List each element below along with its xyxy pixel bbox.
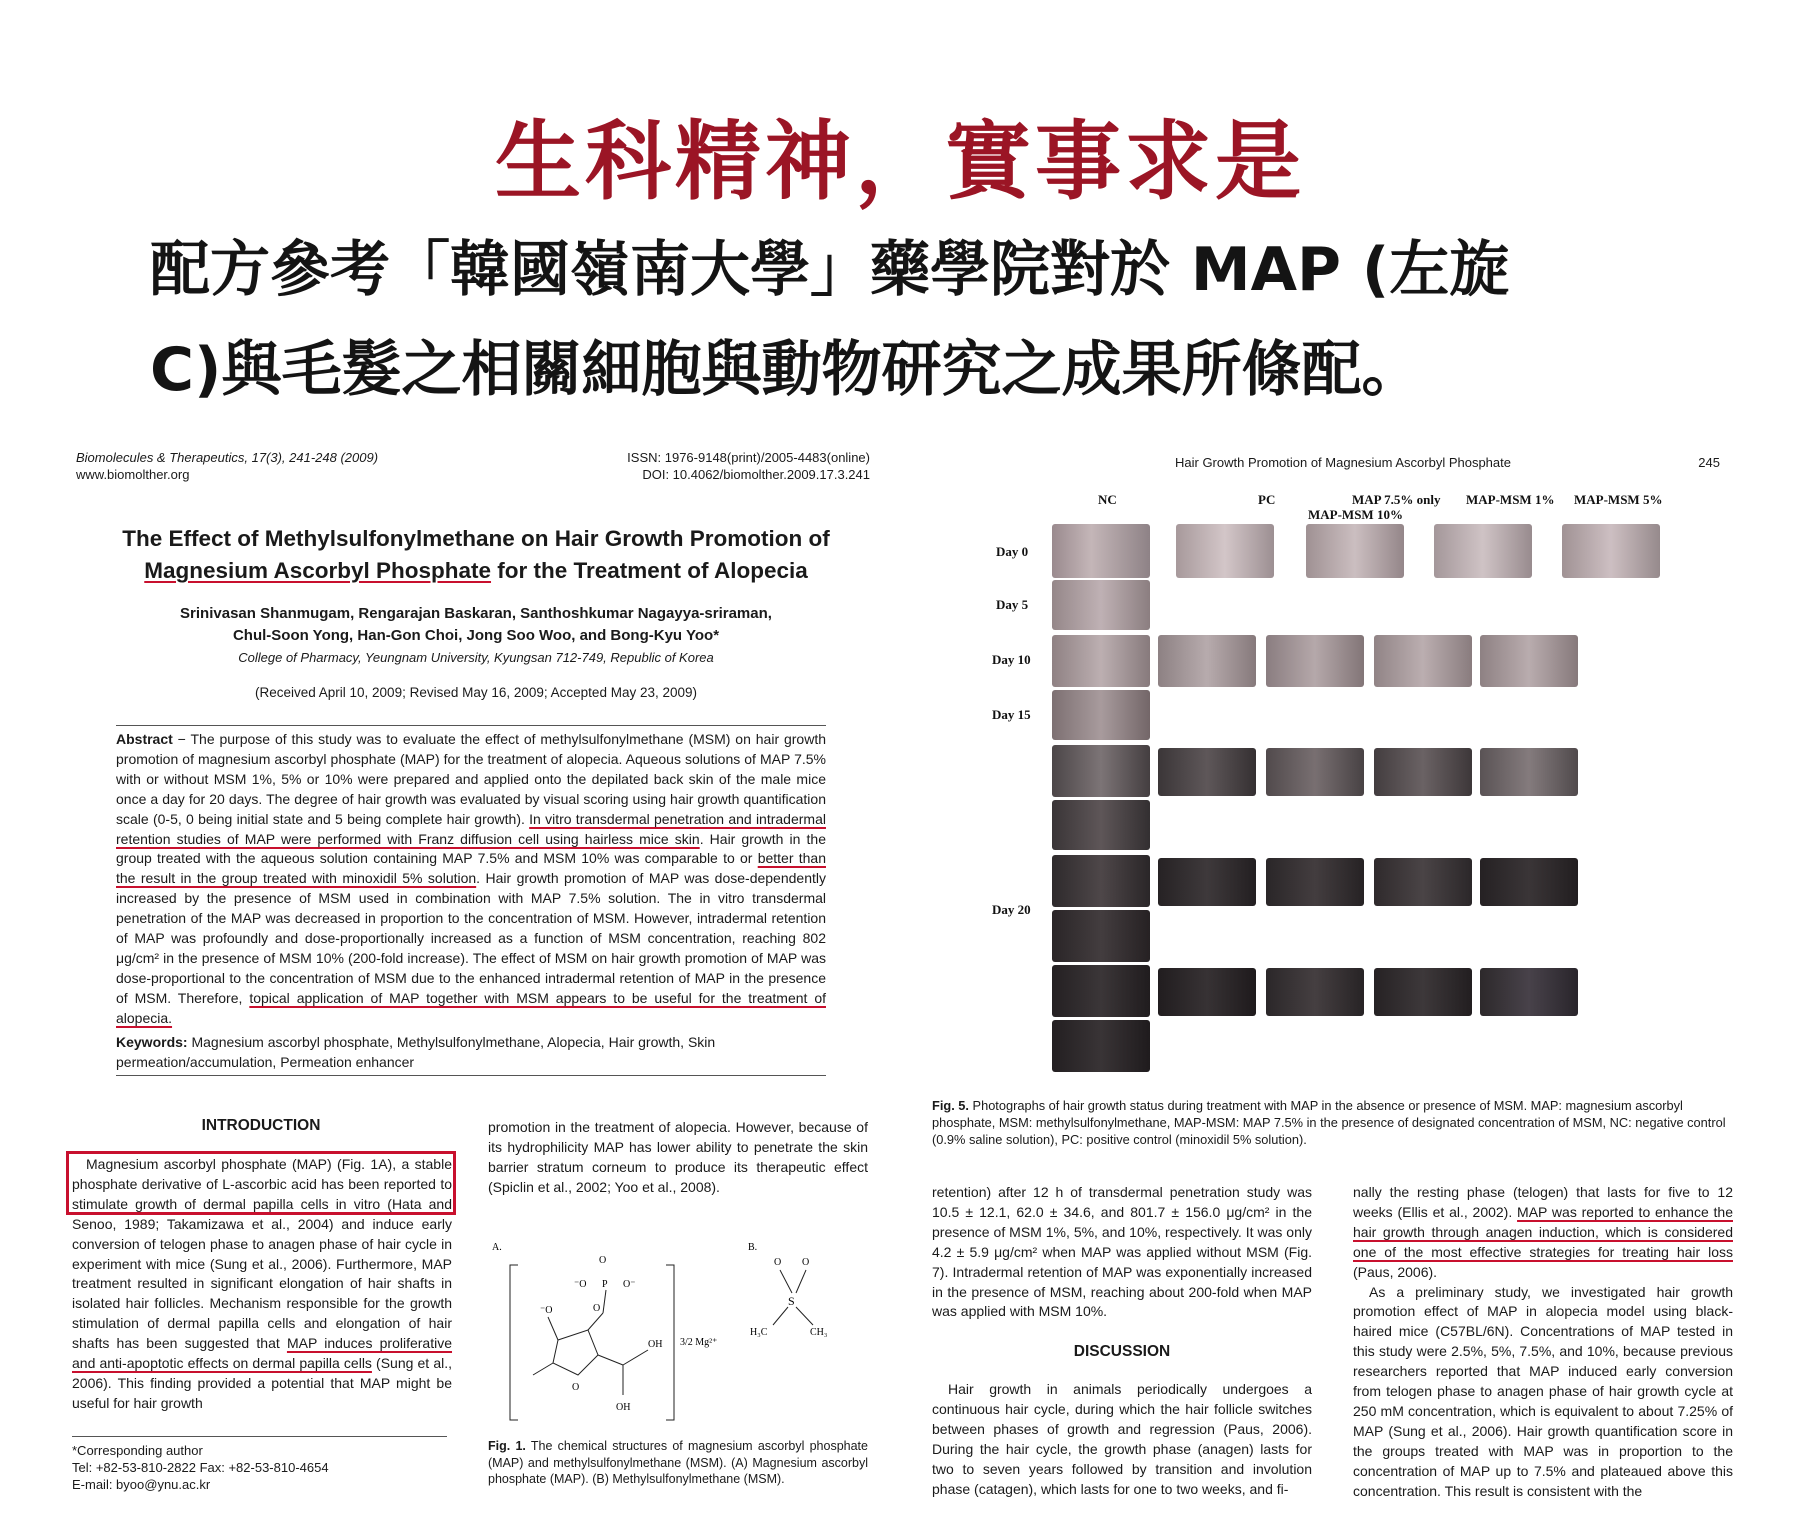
- col4-part-2: (Paus, 2006).: [1353, 1263, 1438, 1280]
- abstract-underline-1: In vitro transdermal penetration and intradermal retention studies of MAP were performed with Franz diffusion cell using hairless mice skin: [116, 810, 826, 847]
- abstract-top-rule: [116, 725, 826, 726]
- fig5-photo: [1374, 635, 1472, 687]
- fig1-ring: [553, 1330, 598, 1375]
- banner-headline: 生科精神，實事求是: [495, 112, 1305, 212]
- abstract-underline-2: better than the result in the group treated with minoxidil 5% solution: [116, 850, 826, 887]
- fig1-oh-2: OH: [616, 1402, 631, 1413]
- fig5-day-0: Day 0: [996, 544, 1029, 559]
- fig5-col-msm10: MAP-MSM 10%: [1308, 507, 1403, 522]
- fig1-caption-text: The chemical structures of magnesium ascorbyl phosphate (MAP) and methylsulfonylmethane (MSM). (A) Magnesium ascorbyl phosphate (MAP). (B) Methylsulfonylmethane (MSM).: [488, 1439, 868, 1486]
- fig1-chemical-structures: [488, 1235, 868, 1435]
- abstract-underline-3: topical application of MAP together with MSM appears to be useful for the treatment of alopecia.: [116, 989, 826, 1026]
- fig1-p: P: [602, 1279, 608, 1290]
- intro-part-1: (Hata and Senoo, 1989; Takamizawa et al., 2004) and induce early conversion of telogen phase to anagen phase of hair cycle in experiment with mice (Sung et al., 2006). Furthermore, MAP treatment resulted in significant elongation of hair shafts in isolated hair follicles. Mechanism responsible for the growth stimulation of dermal papilla cells and elongation of hair shafts has been suggested that: [72, 1195, 452, 1352]
- fig5-photo: [1158, 635, 1256, 687]
- fig5-col-pc: PC: [1258, 492, 1276, 507]
- fig5-day-20: Day 20: [992, 902, 1031, 917]
- fig1-bracket-left: [510, 1265, 518, 1420]
- fig5-caption-label: Fig. 5.: [932, 1098, 969, 1113]
- fig1-bracket-right: [666, 1265, 674, 1420]
- abstract-dash: −: [172, 731, 191, 747]
- fig1-bond-5: [598, 1355, 623, 1365]
- abstract: [116, 730, 826, 1029]
- journal-site: www.biomolther.org: [76, 467, 190, 482]
- corr-phone: Tel: +82-53-810-2822 Fax: +82-53-810-4654: [72, 1460, 329, 1475]
- fig5-col-msm5: MAP-MSM 5%: [1574, 492, 1663, 507]
- fig5-caption-text: Photographs of hair growth status during treatment with MAP in the absence or presence of MSM. MAP: magnesium ascorbyl phosphate, MSM: methylsulfonylmethane, MAP-MSM: MAP 7.5% in the presence of designated concentration of MSM, NC: negative control (0.9% saline solution), PC: positive control (minoxidil 5% solution).: [932, 1098, 1726, 1147]
- fig5-photo: [1052, 635, 1150, 687]
- fig5-day-5: Day 5: [996, 597, 1029, 612]
- authors-line-2: Chul-Soon Yong, Han-Gon Choi, Jong Soo Woo, and Bong-Kyu Yoo*: [232, 627, 720, 644]
- fig5-photo: [1562, 524, 1660, 578]
- fig1-o-ring: O: [572, 1382, 580, 1393]
- doi: DOI: 10.4062/biomolther.2009.17.3.241: [642, 467, 870, 482]
- fig1-bond-3: [603, 1290, 606, 1313]
- affiliation: College of Pharmacy, Yeungnam University, Kyungsan 712-749, Republic of Korea: [238, 650, 714, 665]
- fig5-photo: [1480, 635, 1578, 687]
- fig1-s: S: [788, 1294, 795, 1308]
- fig1-o-5: O⁻: [623, 1279, 636, 1290]
- intro-boxed-text: Magnesium ascorbyl phosphate (MAP) (Fig. 1A), a stable phosphate derivative of L-ascorbic acid has been reported to stimulate growth of dermal papilla cells in vitro: [72, 1156, 452, 1212]
- fig1-oh-1: OH: [648, 1339, 663, 1350]
- fig1-o-3: O: [599, 1255, 607, 1266]
- journal-name: Biomolecules & Therapeutics, 17(3), 241-248 (2009): [76, 450, 379, 465]
- fig5-photo: [1052, 745, 1150, 797]
- col4-paragraph-2: As a preliminary study, we investigated hair growth promotion effect of MAP in alopecia model using black-haired mice (C57BL/6N). Concentrations of MAP tested in this study were 2.5%, 5%, 7.5%, and 10%, because previous researchers reported that MAP induced early conversion from telogen phase to anagen phase of hair growth cycle at 250 mM concentration, which is equivalent to about 7.25% of MAP (Sung et al., 2006). Hair growth quantification score in the groups treated with MAP was in proportion to the concentration of MAP up to 7.5% and plateaued above this concentration. This result is consistent with the: [1353, 1283, 1733, 1499]
- fig5-col-nc: NC: [1098, 492, 1117, 507]
- fig1-h3c: H₃C: [750, 1327, 768, 1338]
- results-text: retention) after 12 h of transdermal penetration study was 10.5 ± 12.1, 62.0 ± 34.6, and 801.7 ± 156.0 μg/cm² in the presence of MSM 1%, 5%, and 10%, respectively. It was only 4.2 ± 5.9 μg/cm² when MAP was applied without MSM (Fig. 7). Intradermal retention of MAP was exponentially increased in the presence of MSM, reaching about 200-fold when MAP was applied with MSM 10%.: [932, 1184, 1312, 1320]
- fig5-photo: [1374, 748, 1472, 796]
- fig5-day-15: Day 15: [992, 707, 1031, 722]
- fig5-photo: [1052, 580, 1150, 630]
- abstract-part-1: The purpose of this study was to evaluate the effect of methylsulfonylmethane (MSM) on hair growth promotion of magnesium ascorbyl phosphate (MAP) for the treatment of alopecia. Aqueous solutions of MAP 7.5% with or without MSM 1%, 5% or 10% were prepared and applied onto the depilated back skin of the male mice once a day for 20 days. The degree of hair growth was evaluated by visual scoring using hair growth quantification scale (0-5, 0 being initial state and 5 being complete hair growth).: [116, 731, 827, 827]
- paper-title-line-2: [96, 555, 856, 587]
- fig5-photo: [1306, 524, 1404, 578]
- introduction-heading: INTRODUCTION: [201, 1117, 321, 1134]
- fig5-photo: [1266, 748, 1364, 796]
- corr-label: *Corresponding author: [72, 1443, 203, 1458]
- fig5-photo: [1434, 524, 1532, 578]
- running-head: Hair Growth Promotion of Magnesium Ascorbyl Phosphate: [1175, 455, 1511, 470]
- fig1-s-o1: O: [774, 1257, 782, 1268]
- fig1-label-a: A.: [492, 1242, 502, 1253]
- fig1-o-1: ⁻O: [540, 1305, 553, 1316]
- fig5-photo: [1052, 965, 1150, 1017]
- authors: [96, 603, 856, 647]
- footnote-rule: [72, 1436, 447, 1437]
- fig5-photo: [1176, 524, 1274, 578]
- received-dates: (Received April 10, 2009; Revised May 16, 2009; Accepted May 23, 2009): [254, 685, 697, 700]
- fig5-day-10: Day 10: [992, 652, 1031, 667]
- fig5-photo: [1266, 858, 1364, 906]
- keywords: [116, 1032, 826, 1072]
- fig1-bond-1: [548, 1317, 558, 1340]
- fig1-ch3: CH₃: [810, 1327, 828, 1338]
- fig1-sc-2: [796, 1307, 813, 1325]
- corr-email: E-mail: byoo@ynu.ac.kr: [72, 1477, 211, 1492]
- right-column-text: [1353, 1183, 1733, 1502]
- intro-part-2: (Sung et al., 2006). This finding provided a potential that MAP might be useful for hair growth: [72, 1355, 452, 1411]
- fig5-photo: [1374, 858, 1472, 906]
- fig1-caption: [488, 1438, 868, 1488]
- fig5-photo: [1374, 968, 1472, 1016]
- fig5-photo: [1052, 524, 1150, 578]
- fig5-col-msm1: MAP-MSM 1%: [1466, 492, 1555, 507]
- fig1-so-1: [780, 1270, 792, 1293]
- fig5-col-map: MAP 7.5% only: [1352, 492, 1441, 507]
- fig5-photo: [1480, 748, 1578, 796]
- abstract-bottom-rule: [116, 1075, 826, 1076]
- journal-ids: [570, 449, 870, 483]
- fig1-caption-label: Fig. 1.: [488, 1439, 526, 1453]
- discussion-text: Hair growth in animals periodically undergoes a continuous hair cycle, during which the hair follicle switches between phases of growth and regression (Paus, 2006). During the hair cycle, the growth phase (anagen) lasts for two to seven years followed by transition and involution phase (catagen), which lasts for one to two weeks, and fi-: [932, 1381, 1312, 1497]
- fig5-photo: [1052, 910, 1150, 962]
- page-number: 245: [1698, 455, 1720, 470]
- fig5-photo: [1052, 800, 1150, 850]
- title-underlined: Magnesium Ascorbyl Phosphate: [144, 558, 492, 583]
- fig1-label-b: B.: [748, 1242, 758, 1253]
- abstract-part-2: . Hair growth in the group treated with the aqueous solution containing MAP 7.5% and MSM 10% was comparable to or: [116, 830, 826, 867]
- fig1-so-2: [796, 1270, 806, 1293]
- title-rest: for the Treatment of Alopecia: [491, 558, 808, 583]
- col4-underline-1: MAP was reported to enhance the hair growth through anagen induction, which is considered one of the most effective strategies for treating hair loss: [1353, 1203, 1733, 1260]
- paper-title: [96, 523, 856, 587]
- corresponding-author: [72, 1442, 452, 1493]
- fig1-mg: 3/2 Mg²⁺: [680, 1337, 718, 1348]
- fig5-photo: [1052, 1020, 1150, 1072]
- fig1-bond-4: [533, 1363, 553, 1375]
- issn: ISSN: 1976-9148(print)/2005-4483(online): [627, 450, 870, 465]
- fig5-photo: [1052, 855, 1150, 907]
- fig5-photo: [1266, 968, 1364, 1016]
- fig5-photo: [1480, 858, 1578, 906]
- fig1-sc-1: [773, 1307, 788, 1325]
- fig1-s-o2: O: [802, 1257, 810, 1268]
- fig5-photo-grid: [990, 490, 1690, 1085]
- authors-line-1: Srinivasan Shanmugam, Rengarajan Baskaran, Santhoshkumar Nagayya-sriraman,: [180, 605, 772, 622]
- fig5-photo: [1158, 748, 1256, 796]
- banner-line-2: C)與毛髮之相關細胞與動物研究之成果所條配。: [150, 335, 1422, 405]
- fig1-o-2: O: [593, 1303, 601, 1314]
- keywords-label: Keywords:: [116, 1034, 188, 1050]
- keywords-text: Magnesium ascorbyl phosphate, Methylsulfonylmethane, Alopecia, Hair growth, Skin permeation/accumulation, Permeation enhancer: [116, 1034, 716, 1070]
- introduction-text: [72, 1155, 452, 1414]
- paper-title-line-1: The Effect of Methylsulfonylmethane on Hair Growth Promotion of: [122, 526, 830, 551]
- fig5-caption: [932, 1097, 1732, 1148]
- fig5-photo: [1052, 690, 1150, 740]
- journal-citation: [76, 449, 416, 483]
- fig5-photo: [1480, 968, 1578, 1016]
- intro-underline-1: MAP induces proliferative and anti-apoptotic effects on dermal papilla cells: [72, 1335, 453, 1372]
- fig1-bond-6: [623, 1350, 648, 1365]
- discussion-heading: DISCUSSION: [1073, 1343, 1171, 1360]
- fig5-photo: [1158, 968, 1256, 1016]
- col4-part-1: nally the resting phase (telogen) that lasts for five to 12 weeks (Ellis et al., 2002).: [1353, 1184, 1733, 1220]
- middle-column-text: promotion in the treatment of alopecia. However, because of its hydrophilicity MAP has lower ability to penetrate the skin barrier stratum corneum to produce its therapeutic effect (Spiclin et al., 2002; Yoo et al., 2008).: [488, 1119, 868, 1195]
- banner-line-1: 配方參考「韓國嶺南大學」藥學院對於 MAP (左旋: [150, 235, 1510, 305]
- fig5-photo: [1266, 635, 1364, 687]
- fig1-o-4: ⁻O: [574, 1279, 587, 1290]
- fig5-photo: [1158, 858, 1256, 906]
- fig1-bond-2: [588, 1313, 603, 1330]
- abstract-part-3: . Hair growth promotion of MAP was dose-dependently increased by the presence of MSM used in combination with MAP 7.5% solution. The in vitro transdermal penetration of the MAP was decreased in proportion to the concentration of MSM. However, intradermal retention of MAP was profoundly and dose-proportionally increased as a function of MSM concentration, reaching 802 μg/cm² in the presence of MSM 10% (200-fold increase). The effect of MSM on hair growth promotion of MAP was dose-proportional to the concentration of MSM due to the enhanced intradermal retention of MAP in the presence of MSM. Therefore,: [116, 870, 826, 1006]
- abstract-label: Abstract: [116, 731, 173, 747]
